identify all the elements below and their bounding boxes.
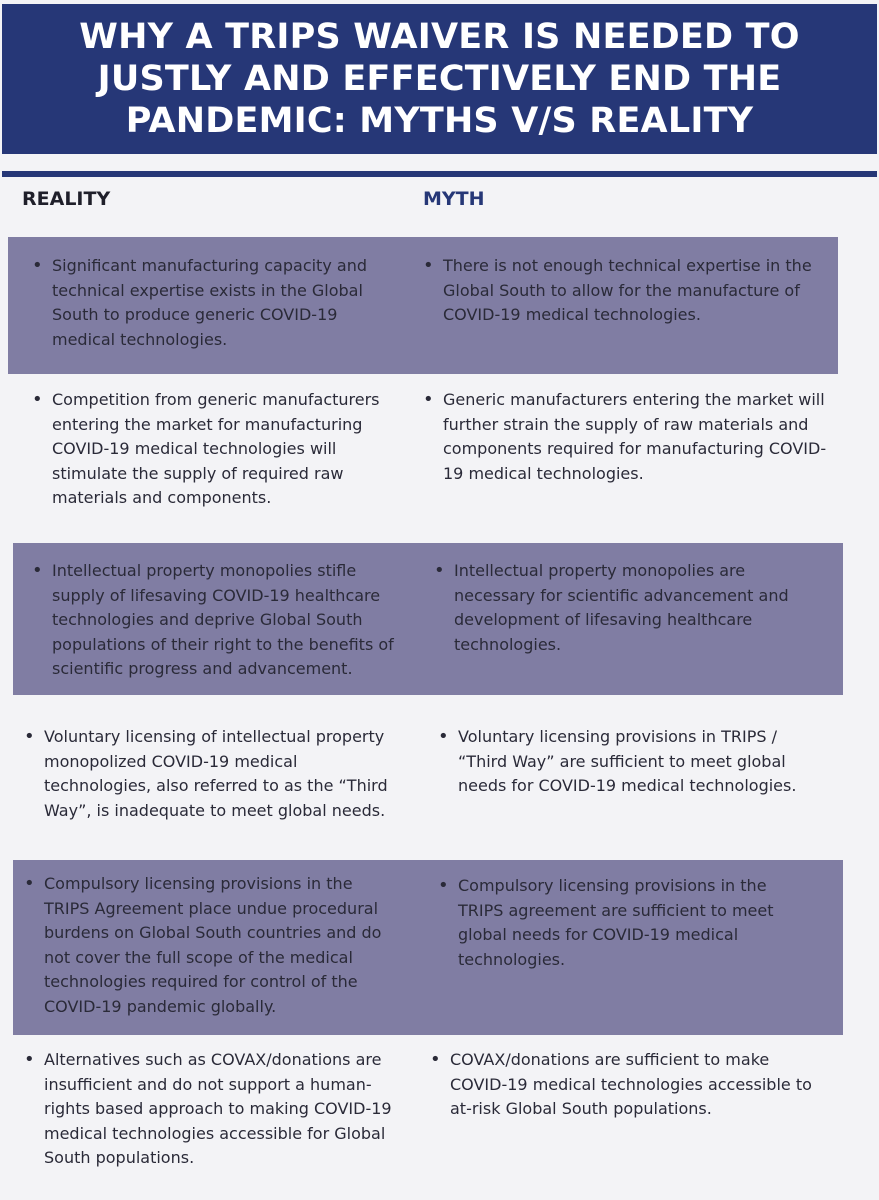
reality-item-2: • Competition from generic manufacturers entering the market for manufacturing COVID-19 medical technologies will stimulate the supply of required raw materials and components.: [32, 388, 392, 511]
reality-item-3: • Intellectual property monopolies stifle supply of lifesaving COVID-19 healthcare technologies and deprive Global South populations of their right to the benefits of scientific progress and advancement.: [32, 559, 397, 682]
myth-item-1: • There is not enough technical expertise in the Global South to allow for the manufacture of COVID-19 medical technologies.: [423, 254, 833, 328]
myth-item-5: • Compulsory licensing provisions in the TRIPS agreement are sufficient to meet global needs for COVID-19 medical technologies.: [438, 874, 798, 972]
myth-item-6: • COVAX/donations are sufficient to make COVID-19 medical technologies accessible to at-risk Global South populations.: [430, 1048, 820, 1122]
myth-item-2: • Generic manufacturers entering the market will further strain the supply of raw materials and components required for manufacturing COVID-19 medical technologies.: [423, 388, 833, 486]
page-title: WHY A TRIPS WAIVER IS NEEDED TO JUSTLY AND EFFECTIVELY END THE PANDEMIC: MYTHS V/S REALITY: [79, 17, 800, 141]
reality-item-1: • Significant manufacturing capacity and technical expertise exists in the Global South to produce generic COVID-19 medical technologies.: [32, 254, 392, 352]
myth-column-header: MYTH: [423, 188, 485, 210]
reality-column-header: REALITY: [22, 188, 111, 210]
title-banner: [2, 4, 877, 154]
header-divider: [2, 171, 877, 177]
myth-item-3: • Intellectual property monopolies are necessary for scientific advancement and development of lifesaving healthcare technologies.: [434, 559, 824, 657]
reality-item-4: • Voluntary licensing of intellectual property monopolized COVID-19 medical technologies, also referred to as the “Third Way”, is inadequate to meet global needs.: [24, 725, 394, 823]
reality-item-6: • Alternatives such as COVAX/donations are insufficient and do not support a human-rights based approach to making COVID-19 medical technologies accessible for Global South populations.: [24, 1048, 394, 1171]
reality-item-5: • Compulsory licensing provisions in the TRIPS Agreement place undue procedural burdens on Global South countries and do not cover the full scope of the medical technologies required for control of the COVID-19 pandemic globally.: [24, 872, 394, 1019]
myth-item-4: • Voluntary licensing provisions in TRIPS / “Third Way” are sufficient to meet global needs for COVID-19 medical technologies.: [438, 725, 828, 799]
